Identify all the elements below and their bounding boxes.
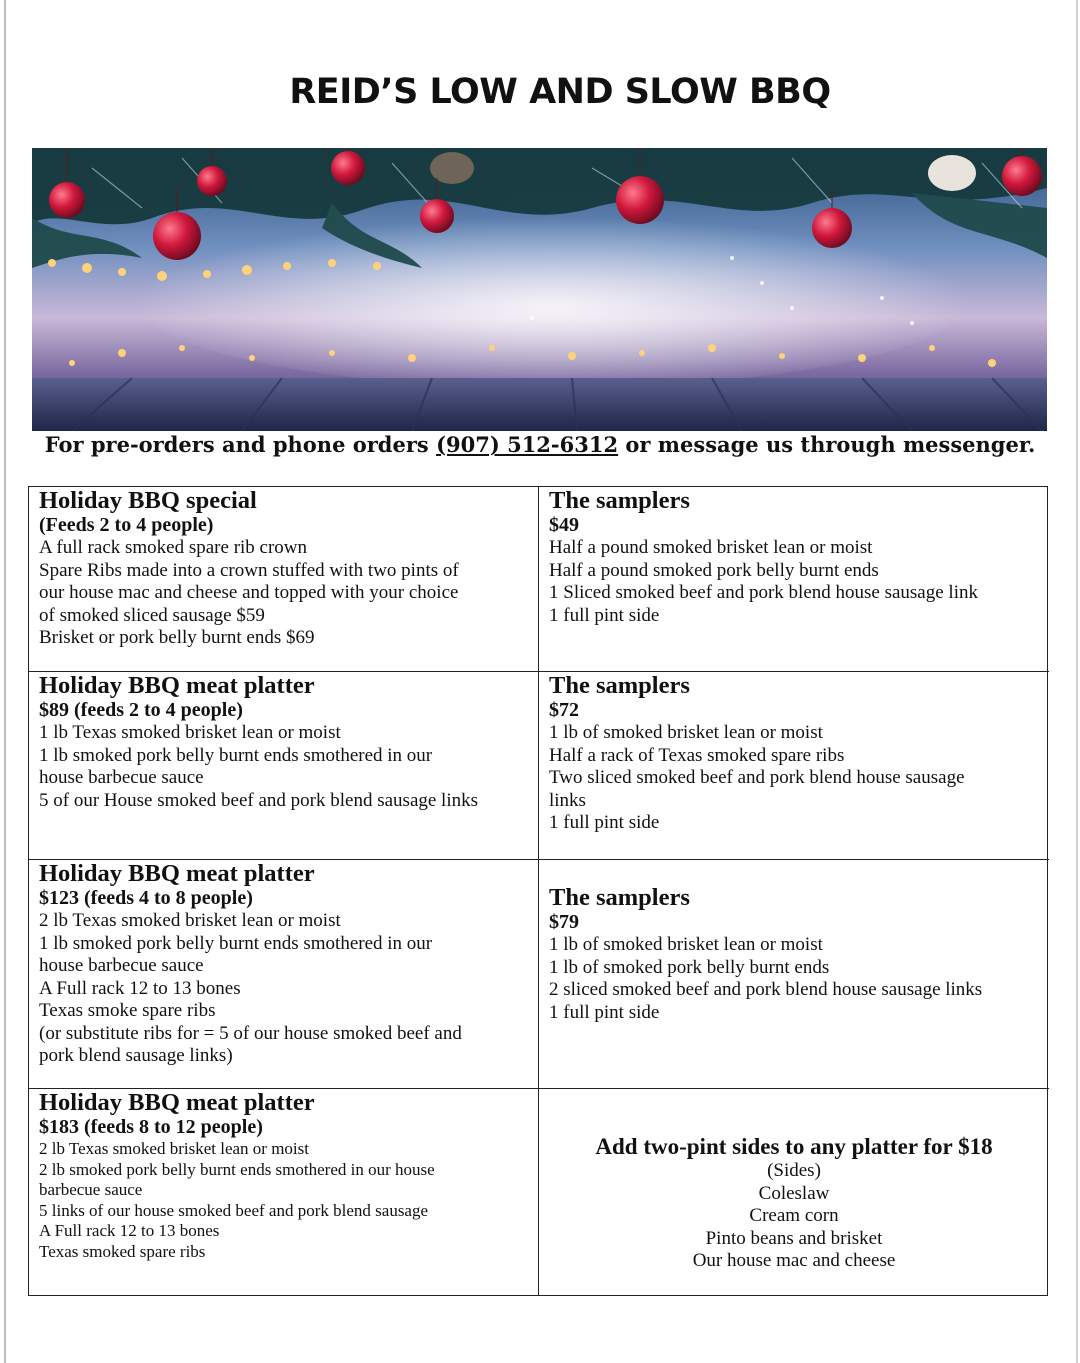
side-item: Pinto beans and brisket [705,1227,883,1249]
menu-heading: The samplers [549,672,690,699]
menu-heading: Holiday BBQ special [39,487,257,514]
menu-line: 2 lb smoked pork belly burnt ends smothered in our house [39,1159,435,1179]
menu-cell-sampler-72 [539,672,1049,860]
menu-line: (or substitute ribs for = 5 of our house smoked beef and [39,1022,462,1044]
menu-line: 1 lb of smoked brisket lean or moist [549,934,823,955]
menu-cell-holiday-special [29,487,539,672]
menu-line: barbecue sauce [39,1180,143,1199]
menu-cell-sides [539,1089,1049,1295]
side-item: Coleslaw [758,1182,830,1204]
contact-prefix: For pre-orders and phone orders [44,432,429,457]
menu-subheading: (Feeds 2 to 4 people) [39,514,214,536]
menu-line: Texas smoked spare ribs [39,1241,206,1261]
menu-cell-sampler-49 [539,487,1049,672]
menu-line: 1 full pint side [549,812,660,833]
menu-line: 1 full pint side [549,604,660,626]
contact-line [0,432,1080,457]
menu-cell-sampler-79 [539,860,1049,1089]
menu-price: $79 [549,911,579,933]
menu-line: 1 lb smoked pork belly burnt ends smothered in our [39,744,433,766]
menu-subheading: $123 (feeds 4 to 8 people) [39,887,253,909]
menu-cell-platter-183 [29,1089,539,1295]
holiday-banner-image [32,148,1047,431]
menu-line: Brisket or pork belly burnt ends $69 [39,627,315,648]
menu-line: house barbecue sauce [39,767,204,788]
menu-cell-platter-123 [29,860,539,1089]
menu-heading: Holiday BBQ meat platter [39,672,315,699]
menu-price: $72 [549,699,579,721]
sides-label: (Sides) [767,1160,821,1181]
contact-suffix: or message us through messenger. [625,432,1036,457]
menu-line: 1 Sliced smoked beef and pork blend house sausage link [549,582,978,603]
menu-line: 5 links of our house smoked beef and pork blend sausage [39,1200,429,1220]
menu-line: A Full rack 12 to 13 bones [39,977,241,999]
menu-line: Half a pound smoked pork belly burnt ends [549,559,879,581]
menu-line: links [549,789,586,811]
menu-line: our house mac and cheese and topped with your choice [39,582,459,603]
sides-heading: Add two-pint sides to any platter for $18 [595,1134,993,1159]
page-edge-right [1076,0,1078,1363]
menu-line: 2 lb Texas smoked brisket lean or moist [39,1139,309,1158]
menu-line: A full rack smoked spare rib crown [39,537,308,558]
menu-line: Two sliced smoked beef and pork blend house sausage [549,767,965,788]
menu-heading: The samplers [549,884,690,911]
menu-line: 1 lb Texas smoked brisket lean or moist [39,722,341,743]
page-edge-left [4,0,6,1363]
menu-line: 1 lb of smoked brisket lean or moist [549,722,823,743]
phone-number-link[interactable]: (907) 512-6312 [436,432,619,457]
menu-cell-platter-89 [29,672,539,860]
menu-price: $49 [549,514,579,536]
menu-line: 5 of our House smoked beef and pork blend sausage links [39,789,479,811]
menu-subheading: $89 (feeds 2 to 4 people) [39,699,243,721]
menu-line: Half a pound smoked brisket lean or moist [549,537,873,558]
menu-line: A Full rack 12 to 13 bones [39,1221,220,1240]
menu-line: Half a rack of Texas smoked spare ribs [549,744,845,766]
menu-line: 1 lb smoked pork belly burnt ends smothered in our [39,932,433,954]
side-item: Our house mac and cheese [692,1250,896,1271]
side-item: Cream corn [749,1205,839,1226]
menu-heading: Holiday BBQ meat platter [39,1089,315,1116]
menu-line: 1 lb of smoked pork belly burnt ends [549,956,830,978]
menu-line: 2 sliced smoked beef and pork blend house sausage links [549,979,983,1000]
menu-line: of smoked sliced sausage $59 [39,604,265,626]
menu-line: Spare Ribs made into a crown stuffed with two pints of [39,559,459,581]
menu-heading: The samplers [549,487,690,514]
menu-heading: Holiday BBQ meat platter [39,860,315,887]
page-title: REID’S LOW AND SLOW BBQ [289,72,831,112]
menu-table [28,486,1048,1296]
menu-subheading: $183 (feeds 8 to 12 people) [39,1116,263,1138]
menu-line: Texas smoke spare ribs [39,1000,216,1021]
menu-line: 1 full pint side [549,1001,660,1023]
menu-line: 2 lb Texas smoked brisket lean or moist [39,910,341,931]
menu-line: pork blend sausage links) [39,1045,233,1066]
menu-line: house barbecue sauce [39,955,204,976]
